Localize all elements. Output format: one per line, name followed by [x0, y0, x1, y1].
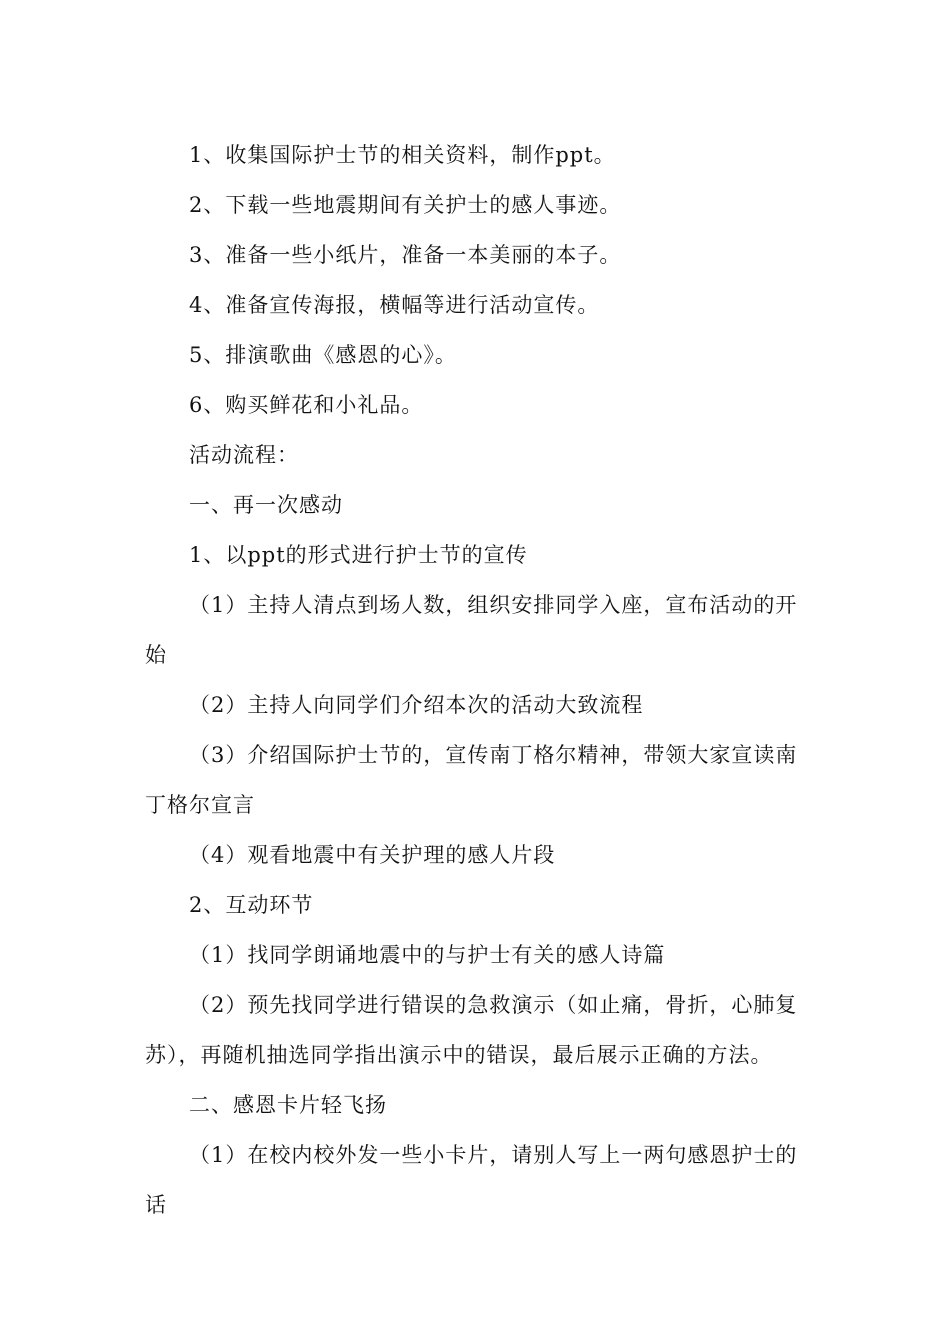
- list-item-host-count: （1）主持人清点到场人数，组织安排同学入座，宣布活动的开始: [145, 593, 798, 667]
- list-item-prepare-posters: 4、准备宣传海报，横幅等进行活动宣传。: [189, 293, 600, 317]
- list-item-buy-flowers: 6、购买鲜花和小礼品。: [189, 393, 424, 417]
- list-item-poetry-recital: （1）找同学朗诵地震中的与护士有关的感人诗篇: [189, 943, 666, 967]
- document-body: [145, 130, 810, 1230]
- list-item-nightingale: （3）介绍国际护士节的，宣传南丁格尔精神，带领大家宣读南丁格尔宣言: [145, 743, 798, 817]
- list-item-rehearse-song: 5、排演歌曲《感恩的心》。: [189, 343, 457, 367]
- list-item-collect-materials: 1、收集国际护士节的相关资料，制作ppt。: [189, 143, 616, 167]
- subsection-heading-ppt-promotion: 1、以ppt的形式进行护士节的宣传: [189, 543, 528, 567]
- section-heading-part-one: 一、再一次感动: [189, 493, 343, 517]
- list-item-gratitude-cards: （1）在校内校外发一些小卡片，请别人写上一两句感恩护士的话: [145, 1143, 798, 1217]
- subsection-heading-interaction: 2、互动环节: [189, 893, 314, 917]
- list-item-watch-clips: （4）观看地震中有关护理的感人片段: [189, 843, 556, 867]
- section-heading-activity-flow: 活动流程：: [189, 443, 299, 467]
- list-item-download-stories: 2、下载一些地震期间有关护士的感人事迹。: [189, 193, 622, 217]
- list-item-first-aid-demo: （2）预先找同学进行错误的急救演示（如止痛，骨折，心肺复苏），再随机抽选同学指出演示中的错误，最后展示正确的方法。: [145, 993, 798, 1067]
- list-item-host-introduce: （2）主持人向同学们介绍本次的活动大致流程: [189, 693, 644, 717]
- section-heading-part-two: 二、感恩卡片轻飞扬: [189, 1093, 387, 1117]
- list-item-prepare-paper: 3、准备一些小纸片，准备一本美丽的本子。: [189, 243, 622, 267]
